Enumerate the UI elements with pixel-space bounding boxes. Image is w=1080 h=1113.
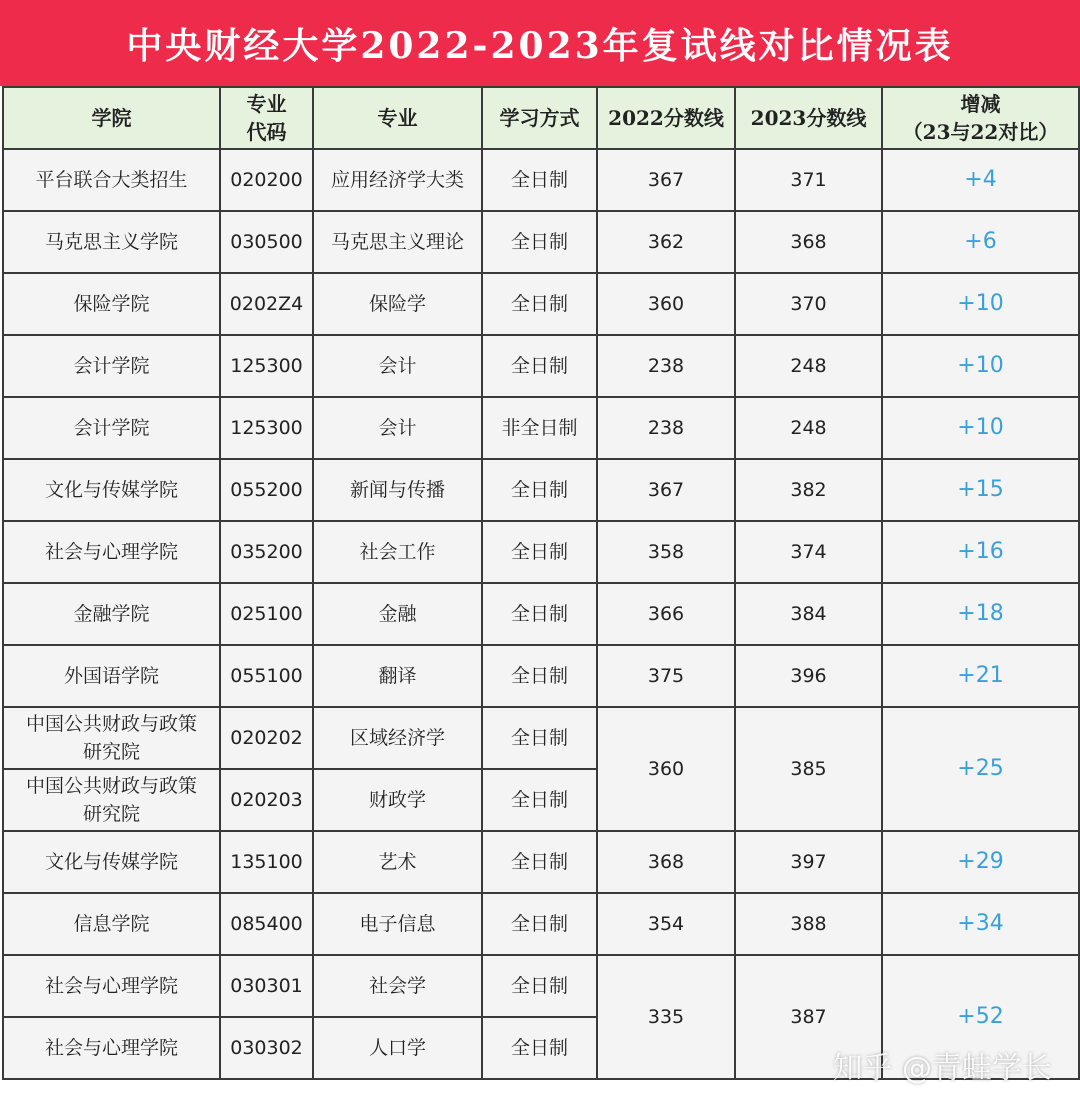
- cell-mode: 全日制: [482, 955, 597, 1017]
- table-title: 中央财经大学2022-2023年复试线对比情况表: [126, 24, 954, 67]
- cell-code: 020202: [220, 707, 313, 769]
- cell-code: 085400: [220, 893, 313, 955]
- table-row: [3, 149, 1079, 211]
- cell-score-2023: 370: [735, 273, 882, 335]
- cell-code: 055200: [220, 459, 313, 521]
- cell-mode: 全日制: [482, 707, 597, 769]
- cell-diff: +4: [882, 149, 1079, 211]
- cell-diff: +10: [882, 273, 1079, 335]
- cell-major: 新闻与传播: [313, 459, 482, 521]
- cell-major: 区域经济学: [313, 707, 482, 769]
- cell-code: 020200: [220, 149, 313, 211]
- cell-college: 中国公共财政与政策研究院: [3, 769, 220, 831]
- table-row: [3, 893, 1079, 955]
- header-code: [220, 87, 313, 149]
- table-row: [3, 521, 1079, 583]
- comparison-table: [2, 86, 1080, 1080]
- cell-score-2023: 374: [735, 521, 882, 583]
- cell-score-2022: 354: [597, 893, 735, 955]
- cell-score-2023: 382: [735, 459, 882, 521]
- cell-major: 艺术: [313, 831, 482, 893]
- cell-mode: 全日制: [482, 831, 597, 893]
- cell-major: 财政学: [313, 769, 482, 831]
- cell-code: 135100: [220, 831, 313, 893]
- cell-mode: 全日制: [482, 645, 597, 707]
- cell-score-2023: 387: [735, 955, 882, 1079]
- cell-code: 020203: [220, 769, 313, 831]
- cell-college: 信息学院: [3, 893, 220, 955]
- cell-diff: +10: [882, 397, 1079, 459]
- cell-mode: 全日制: [482, 149, 597, 211]
- cell-score-2022: 368: [597, 831, 735, 893]
- cell-major: 社会学: [313, 955, 482, 1017]
- cell-code: 125300: [220, 397, 313, 459]
- cell-mode: 全日制: [482, 273, 597, 335]
- cell-mode: 非全日制: [482, 397, 597, 459]
- cell-major: 应用经济学大类: [313, 149, 482, 211]
- cell-code: 025100: [220, 583, 313, 645]
- cell-mode: 全日制: [482, 211, 597, 273]
- cell-college: 社会与心理学院: [3, 521, 220, 583]
- header-diff-label: 增减 （23与22对比）: [902, 92, 1059, 144]
- cell-major: 人口学: [313, 1017, 482, 1079]
- cell-score-2022: 366: [597, 583, 735, 645]
- cell-code: 030302: [220, 1017, 313, 1079]
- table-row: [3, 707, 1079, 769]
- table-row: [3, 211, 1079, 273]
- table-row: [3, 955, 1079, 1017]
- cell-score-2022: 367: [597, 459, 735, 521]
- cell-score-2022: 238: [597, 335, 735, 397]
- cell-college: 中国公共财政与政策研究院: [3, 707, 220, 769]
- table-row: [3, 583, 1079, 645]
- table-row: [3, 397, 1079, 459]
- cell-mode: 全日制: [482, 459, 597, 521]
- cell-mode: 全日制: [482, 769, 597, 831]
- cell-score-2023: 396: [735, 645, 882, 707]
- cell-college: 马克思主义学院: [3, 211, 220, 273]
- cell-college: 文化与传媒学院: [3, 831, 220, 893]
- cell-major: 金融: [313, 583, 482, 645]
- cell-code: 055100: [220, 645, 313, 707]
- cell-mode: 全日制: [482, 893, 597, 955]
- title-bar: [0, 0, 1080, 86]
- cell-code: 030500: [220, 211, 313, 273]
- watermark-text: 知乎 @青蛙学长: [832, 1051, 1052, 1086]
- cell-college: 文化与传媒学院: [3, 459, 220, 521]
- cell-major: 马克思主义理论: [313, 211, 482, 273]
- header-row: [3, 87, 1079, 149]
- cell-score-2023: 385: [735, 707, 882, 831]
- cell-college: 金融学院: [3, 583, 220, 645]
- cell-score-2023: 371: [735, 149, 882, 211]
- cell-diff: +29: [882, 831, 1079, 893]
- cell-college: 会计学院: [3, 335, 220, 397]
- cell-college: 保险学院: [3, 273, 220, 335]
- cell-score-2022: 335: [597, 955, 735, 1079]
- cell-college: 社会与心理学院: [3, 1017, 220, 1079]
- cell-mode: 全日制: [482, 335, 597, 397]
- table-row: [3, 831, 1079, 893]
- cell-score-2023: 388: [735, 893, 882, 955]
- cell-score-2023: 384: [735, 583, 882, 645]
- cell-mode: 全日制: [482, 1017, 597, 1079]
- header-score-2023-label: 2023分数线: [750, 106, 867, 130]
- cell-score-2022: 362: [597, 211, 735, 273]
- cell-major: 保险学: [313, 273, 482, 335]
- cell-major: 翻译: [313, 645, 482, 707]
- cell-score-2023: 397: [735, 831, 882, 893]
- cell-score-2023: 248: [735, 397, 882, 459]
- cell-mode: 全日制: [482, 521, 597, 583]
- header-college-label: 学院: [91, 106, 132, 130]
- cell-score-2023: 368: [735, 211, 882, 273]
- cell-college: 会计学院: [3, 397, 220, 459]
- cell-major: 社会工作: [313, 521, 482, 583]
- cell-score-2022: 367: [597, 149, 735, 211]
- header-diff: [882, 87, 1079, 149]
- cell-college: 社会与心理学院: [3, 955, 220, 1017]
- cell-score-2023: 248: [735, 335, 882, 397]
- cell-diff: +34: [882, 893, 1079, 955]
- header-college: [3, 87, 220, 149]
- header-score-2023: [735, 87, 882, 149]
- cell-score-2022: 360: [597, 273, 735, 335]
- table-row: [3, 335, 1079, 397]
- cell-diff: +6: [882, 211, 1079, 273]
- table-row: [3, 273, 1079, 335]
- header-code-label: 专业 代码: [246, 92, 287, 144]
- cell-college: 外国语学院: [3, 645, 220, 707]
- cell-diff: +25: [882, 707, 1079, 831]
- cell-major: 会计: [313, 335, 482, 397]
- cell-code: 0202Z4: [220, 273, 313, 335]
- cell-code: 035200: [220, 521, 313, 583]
- cell-score-2022: 375: [597, 645, 735, 707]
- header-mode-label: 学习方式: [499, 106, 580, 130]
- cell-diff: +18: [882, 583, 1079, 645]
- cell-college: 平台联合大类招生: [3, 149, 220, 211]
- cell-code: 030301: [220, 955, 313, 1017]
- cell-mode: 全日制: [482, 583, 597, 645]
- header-score-2022: [597, 87, 735, 149]
- table-row: [3, 645, 1079, 707]
- cell-diff: +10: [882, 335, 1079, 397]
- cell-code: 125300: [220, 335, 313, 397]
- cell-score-2022: 358: [597, 521, 735, 583]
- cell-score-2022: 238: [597, 397, 735, 459]
- cell-score-2022: 360: [597, 707, 735, 831]
- cell-diff: +52: [882, 955, 1079, 1079]
- cell-major: 会计: [313, 397, 482, 459]
- cell-diff: +21: [882, 645, 1079, 707]
- cell-major: 电子信息: [313, 893, 482, 955]
- cell-diff: +16: [882, 521, 1079, 583]
- header-score-2022-label: 2022分数线: [608, 106, 724, 130]
- header-major-label: 专业: [377, 106, 418, 130]
- header-major: [313, 87, 482, 149]
- header-mode: [482, 87, 597, 149]
- table-row: [3, 459, 1079, 521]
- cell-diff: +15: [882, 459, 1079, 521]
